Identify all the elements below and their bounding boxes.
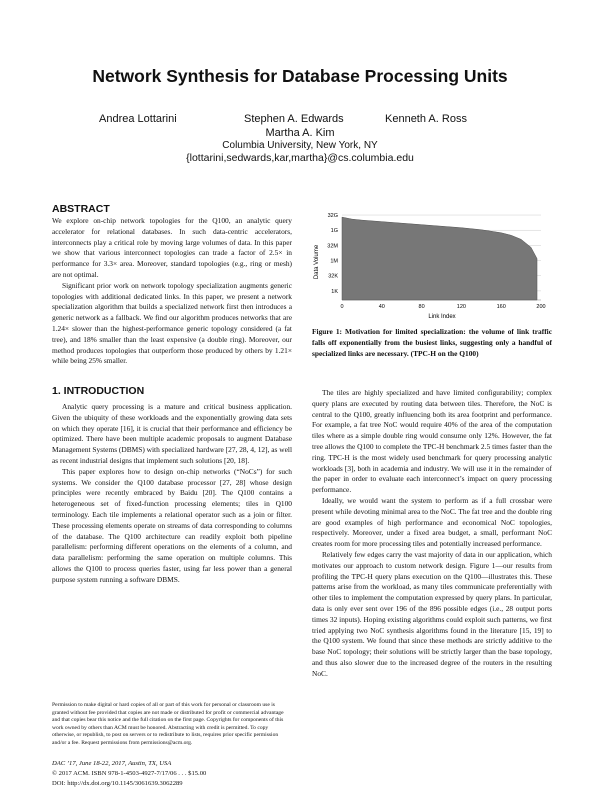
paragraph: Ideally, we would want the system to perform as if a full crossbar were present while devoting minimal area to the NoC. The fat tree and the double ring are good examples of high performance and economical NoC topologies, respectively. Moreover, under a fixed area budget, a small, performant NoC creates room for more processing tiles and potentially increased performance. <box>312 495 552 549</box>
author-name: Stephen A. Edwards <box>244 113 344 125</box>
right-column-body <box>312 388 552 680</box>
figure-1-caption: Figure 1: Motivation for limited specialization: the volume of link traffic falls off exponentially from the busiest links, suggesting only a handful of specialized links are necessary. (TPC-H on the Q100) <box>312 327 552 358</box>
x-axis-label: Link Index <box>428 314 456 320</box>
author-name: Kenneth A. Ross <box>385 113 467 125</box>
x-tick-label: 200 <box>536 304 546 310</box>
paragraph: Analytic query processing is a mature and critical business application. Given the ubiquity of these workloads and the exponentially growing data sets on which they operate [16], it is crucial that their performance and efficiency be optimized. There have been multiple academic proposals to augment Database Management Systems (DBMS) with specialized hardware [27, 28, 4, 12], as well as recent industrial designs that implement such solutions [20, 18]. <box>52 402 292 465</box>
permission-footnote: Permission to make digital or hard copies of all or part of this work for personal or classroom use is granted without fee provided that copies are not made or distributed for profit or commercial advantage and that copies bear this notice and the full citation on the first page. Copyrights for components of this work owned by others than ACM must be honored. Abstracting with credit is permitted. To copy otherwise, or republish, to post on servers or to redistribute to lists, requires prior specific permission and/or a fee. Request permissions from permissions@acm.org. <box>52 702 284 746</box>
x-tick-label: 40 <box>378 304 385 310</box>
conference-info: DAC ’17, June 18-22, 2017, Austin, TX, USA <box>52 760 172 767</box>
section-heading-introduction: 1. INTRODUCTION <box>52 385 145 397</box>
y-tick-label: 32M <box>327 243 338 250</box>
paragraph: We explore on-chip network topologies for the Q100, an analytic query accelerator for relational databases. In such data-centric accelerators, interconnects play a critical role by moving large volumes of data. In this paper we show that various interconnect topologies can trade a factor of 2.5× in performance for 3.3× area. Moreover, standard topologies (e.g., ring or mesh) are not optimal. <box>52 216 292 279</box>
paragraph: Relatively few edges carry the vast majority of data in our application, which motivates our approach to custom network design. Figure 1—our results from profiling the TPC-H query plans execution on the Q100—illustrates this. These patterns arise from the workload, as many tiles communicate preferentially with other tiles to implement the computation expressed by query plans. In particular, data is only ever sent over 196 of the 896 possible edges (i.e., 28 output ports times 32 inputs). Hoping existing algorithms could exploit such patterns, we first tried applying two NoC synthesis algorithms found in the literature [15, 19] to the Q100 system. We found that since these methods are strictly additive to the base NoC topology; their solutions will be strictly larger than the base topology, and thus also slower due to the increased degree of the routers in the resulting NoC. <box>312 549 552 678</box>
y-tick-label: 1G <box>330 228 338 235</box>
author-name: Andrea Lottarini <box>99 113 177 125</box>
y-tick-label: 1M <box>330 258 338 265</box>
affiliation: Columbia University, New York, NY <box>222 140 378 151</box>
paragraph: Significant prior work on network topology specialization augments generic topologies with additional dedicated links. In this paper, we present a network specialization algorithm that builds a specialized network first then introduces a generic network as a fallback. We find our algorithm produces networks that are 1.24× slower than the highest-performance generic topology considered (a fat tree), and 18% smaller than the least expensive (a double ring). Moreover, our method produces topologies that outperform those produced by others by 1.21× while being 25% smaller. <box>52 280 292 366</box>
paragraph: This paper explores how to design on-chip networks (“NoCs”) for such systems. We consider the Q100 database processor [27, 28] whose design principles were recently embraced by Baidu [20]. The Q100 contains a heterogeneous set of fixed-function processing elements; tiles in Q100 terminology. Each tile implements a relational operator such as a join or filter. These processing elements operate on streams of data corresponding to columns of the database. The Q100 architecture can readily exploit both pipeline parallelism: performing different operations on the elements of a column, and data parallelism: performing the same operation on multiple columns. This allows the Q100 to process queries faster, using far less power than a general purpose system running a software DBMS. <box>52 466 292 584</box>
y-tick-label: 32G <box>327 213 338 220</box>
paragraph: The tiles are highly specialized and have limited configurability; complex query plans are executed by routing data between tiles. Therefore, the NoC is central to the Q100, greatly influencing both its area footprint and performance. For example, a fat tree NoC would require 40% of the area of the computation tiles where as a simple double ring would consume only 12%. However, the fat tree allows the Q100 to complete the TPC-H benchmark 2.5 times faster than the ring. TPC-H is the most widely used benchmark for query processing analytic workloads [3], both in academia and industry. We will use it in the remainder of the paper in order to evaluate each interconnect’s impact on query processing performance. <box>312 388 552 495</box>
x-tick-label: 0 <box>340 304 344 310</box>
y-tick-label: 1K <box>331 288 338 295</box>
data-volume-area <box>342 217 537 300</box>
paper-title: Network Synthesis for Database Processing Units <box>92 66 508 86</box>
x-axis-ticks <box>340 304 545 310</box>
doi-link[interactable]: DOI: http://dx.doi.org/10.1145/3061639.3062289 <box>52 780 183 787</box>
abstract-body <box>52 216 292 367</box>
y-axis-ticks <box>327 213 338 295</box>
y-tick-label: 32K <box>328 273 338 280</box>
x-tick-label: 160 <box>496 304 506 310</box>
x-tick-label: 80 <box>418 304 425 310</box>
introduction-body <box>52 402 292 586</box>
figure-1-chart <box>308 202 553 320</box>
author-emails: {lottarini,sedwards,kar,martha}@cs.columbia.edu <box>186 152 414 164</box>
x-tick-label: 120 <box>456 304 466 310</box>
abstract-heading: ABSTRACT <box>52 203 110 215</box>
y-axis-label: Data Volume <box>314 244 320 280</box>
copyright-info: © 2017 ACM. ISBN 978-1-4503-4927-7/17/06 . . . $15.00 <box>52 770 207 777</box>
author-name: Martha A. Kim <box>265 127 335 139</box>
